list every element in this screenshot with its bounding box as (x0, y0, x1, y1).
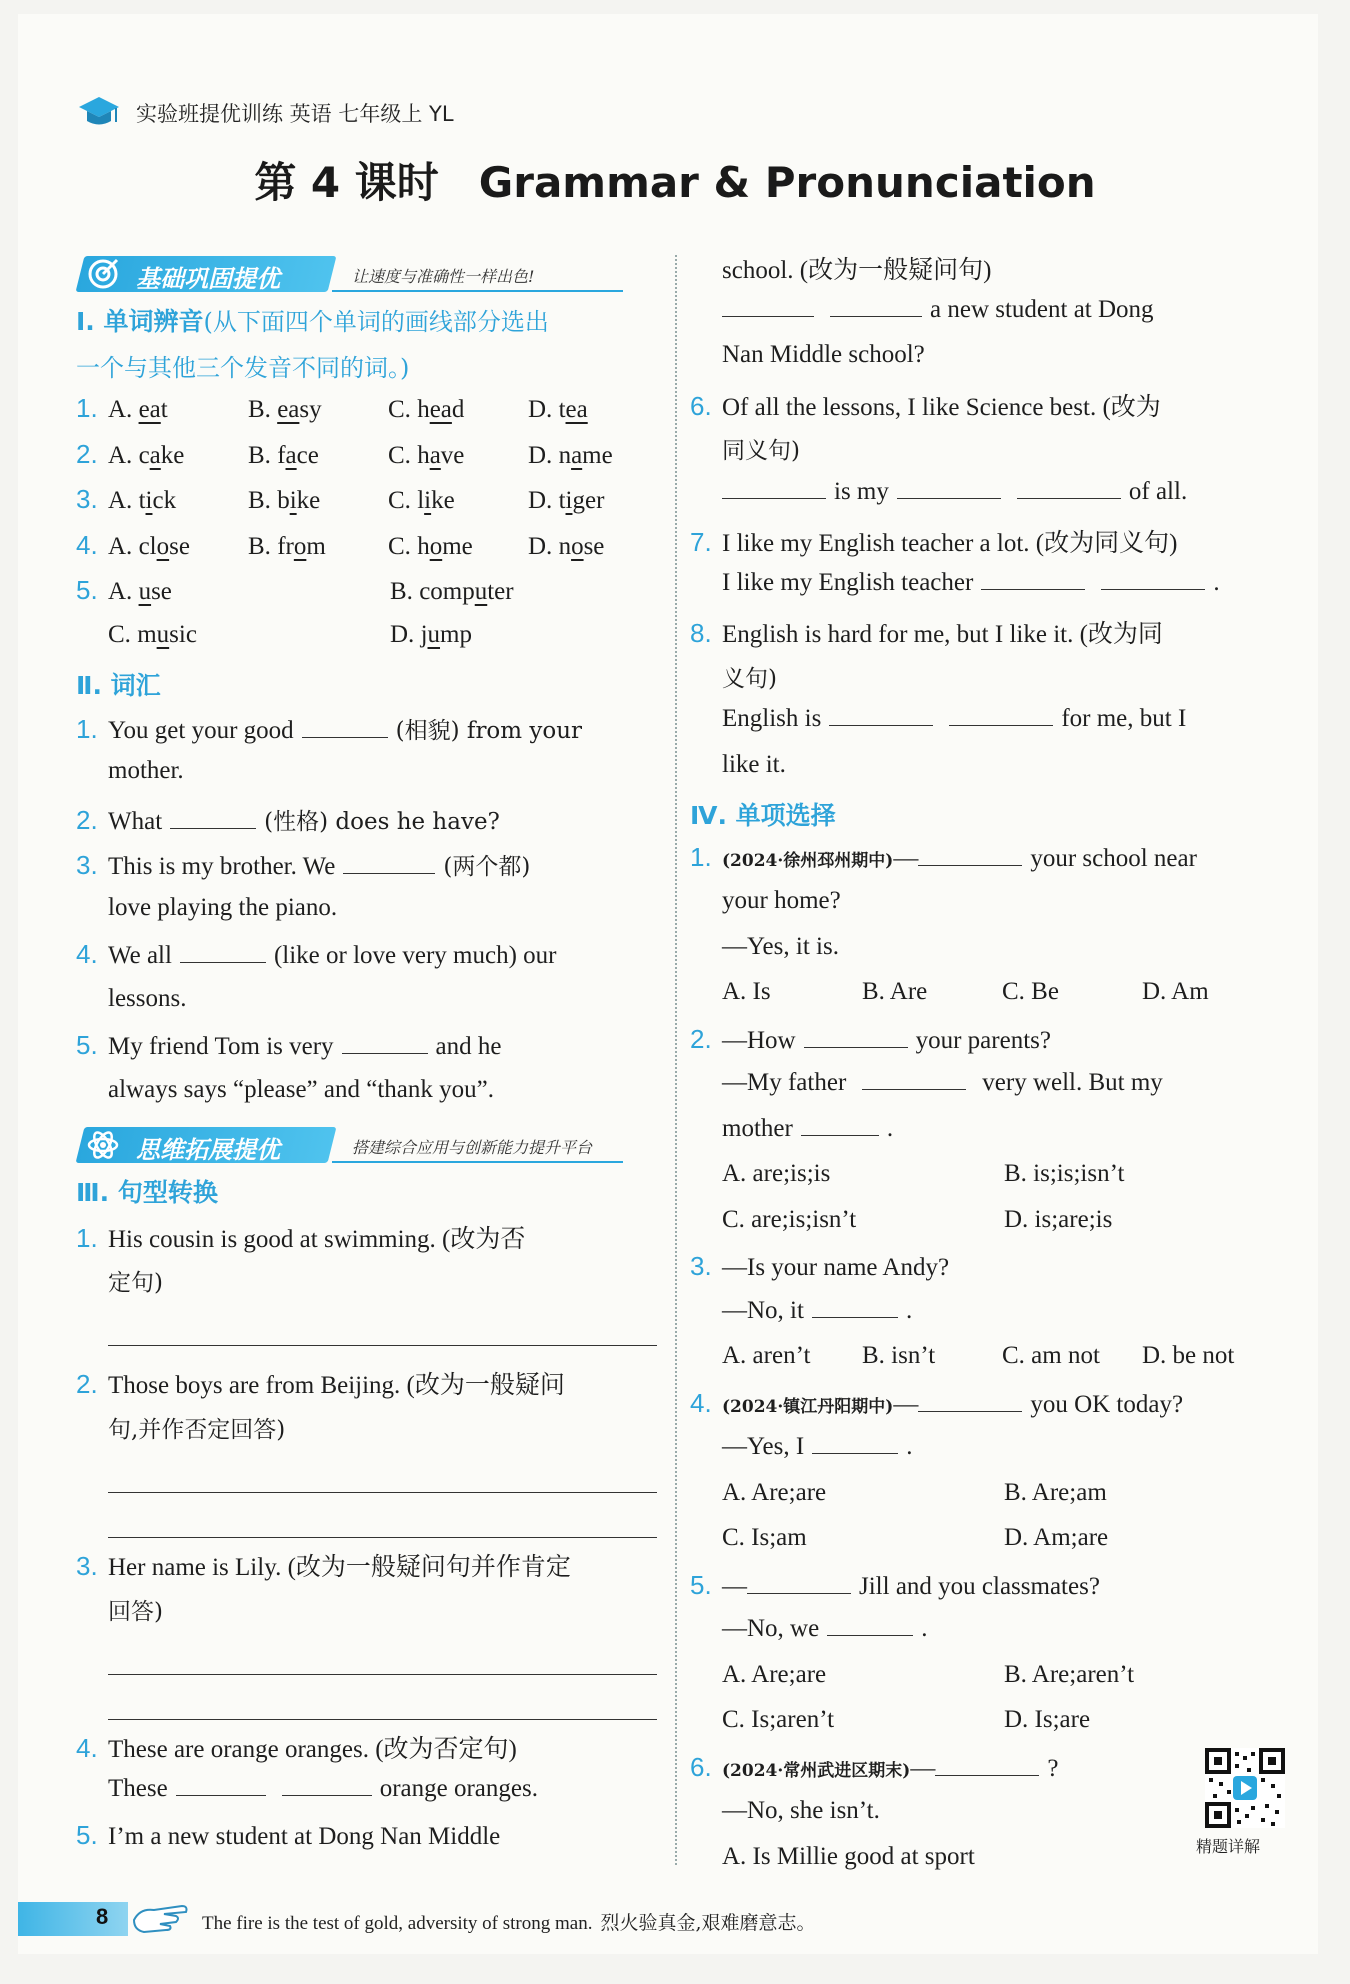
question-row: 5. My friend Tom is very and he (76, 1030, 502, 1060)
option[interactable]: B. Are;aren’t (1004, 1660, 1135, 1688)
question-row: 5. I’m a new student at Dong Nan Middle (76, 1820, 501, 1850)
question-row (76, 439, 663, 485)
option[interactable]: A. are;is;is (722, 1160, 831, 1187)
blank-field[interactable] (722, 315, 814, 317)
section-heading (76, 1173, 663, 1219)
blank-field[interactable] (812, 1316, 898, 1318)
question-row: 7. I like my English teacher a lot. (改为同义句) (690, 527, 1178, 557)
option[interactable]: C. head (388, 396, 465, 423)
option[interactable]: C. are;is;isn’t (722, 1205, 857, 1233)
options-row (690, 1160, 1282, 1206)
question-row: 3. —Is your name Andy? (690, 1251, 950, 1281)
question-row: 3. This is my brother. We (两个都) (76, 850, 531, 880)
page-title (0, 150, 1350, 210)
blank-field[interactable] (918, 1410, 1022, 1412)
options-row (690, 1524, 1282, 1570)
question-row: 6. Of all the lessons, I like Science best. (改为 (690, 390, 1161, 421)
section-banner-extend (76, 1123, 663, 1169)
option[interactable]: A. Are;are (722, 1660, 827, 1688)
question-row: 1. You get your good (相貌) from your (76, 713, 583, 744)
question-number: 5. (76, 575, 98, 605)
option[interactable]: A. Is (722, 978, 771, 1005)
question-number: 3. (76, 484, 98, 514)
blank-field[interactable] (804, 1046, 908, 1048)
option[interactable]: B. Are (862, 978, 928, 1005)
column-divider (675, 255, 677, 1865)
question-row: 8. English is hard for me, but I like it. (改为同 (690, 618, 1163, 648)
banner-label: 基础巩固提优 (136, 265, 280, 293)
option[interactable]: C. have (388, 441, 465, 469)
section-banner-basic (76, 252, 663, 298)
target-icon (86, 257, 120, 291)
options-row (690, 1843, 1282, 1889)
left-column: 基础巩固提优 让速度与准确性一样出色! Ⅰ. 单词辨音 (从下面四个单词的画线部分选出 一个与其他三个发音不同的词。) 1. A. eat B. easy C. head D. tea 2. A. cake B. face C. have D. name 3. A. tick B. bike C. like D. tiger 4. A. close B. from C. home D. nose 5. A. use B. computer C. music D. jump Ⅱ. 词汇 1. You get your good (相貌) from your mother. 2. What (性格) does he have? 3. This is my brother. We (两个都) love playing the piano. 4. We all (like or love very much) our lessons. 5. My friend Tom is very and he always says “please” and “thank you”. 思维拓展提优 搭建综合应用与创新能力提升平台 Ⅲ. 句型转换 1. His cousin is good at swimming. (改为否 定句) 2. Those boys are from Beijing. (改为一般疑问 句,并作否定回答) 3. Her name is Lily. (改为一般疑问句并作肯定 回答) 4. These are orange oranges. (改为否定句) These orange oranges. 5. I’m a new student at Dong Nan Middle (76, 250, 663, 1866)
blank-field[interactable] (827, 1634, 913, 1636)
section-title: Ⅰ. 单词辨音 (76, 307, 204, 336)
option[interactable]: A. aren’t (722, 1342, 811, 1369)
question-row: 1. His cousin is good at swimming. (改为否 (76, 1222, 526, 1253)
option[interactable]: B. face (248, 441, 319, 469)
options-row (690, 1206, 1282, 1252)
banner-label: 思维拓展提优 (136, 1136, 280, 1164)
option[interactable]: C. Be (1002, 978, 1059, 1005)
page-number: 8 (96, 1904, 109, 1929)
option[interactable]: B. bike (248, 487, 321, 514)
question-row: 5. — Jill and you classmates? (690, 1569, 1100, 1600)
option[interactable]: C. Is;aren’t (722, 1706, 835, 1733)
section-heading-cont (76, 348, 663, 394)
blank-field[interactable] (343, 872, 435, 874)
blank-field[interactable] (1101, 588, 1205, 590)
question-row: 4. We all (like or love very much) our (76, 939, 557, 969)
option[interactable]: A. Are;are (722, 1478, 827, 1506)
options-row (690, 978, 1282, 1024)
option[interactable]: A. close (108, 532, 190, 560)
footer-quote-en: The fire is the test of gold, adversity of strong man. (202, 1913, 593, 1934)
blank-field[interactable] (812, 1452, 898, 1454)
blank-field[interactable] (180, 961, 266, 963)
banner-subtitle: 搭建综合应用与创新能力提升平台 (352, 1138, 593, 1157)
option[interactable]: A. Is Millie good at sport (722, 1842, 975, 1870)
option[interactable]: D. jump (390, 620, 472, 648)
footer-quote-zh: 烈火验真金,艰难磨意志。 (600, 1912, 816, 1934)
footer-bar (18, 1902, 128, 1936)
right-column: school. (改为一般疑问句) a new student at Dong Nan Middle school? 6. Of all the lessons, I like Science best. (改为 同义句) is my of all. 7. I like my English teacher a lot. (改为同义句) I like my English teacher . 8. English is hard for me, but I like it. (改为同 义句) English is for me, but I like it. Ⅳ. 单项选择 1. (2024·徐州邳州期中) — your school near your home? —Yes, it is. A. Is B. Are C. Be D. Am 2. —How your parents? —My father very well. But my mother . A. are;is;is B. is;is;isn’t C. are;is;isn’t D. is;are;is 3. —Is your name Andy? —No, it . A. aren’t B. isn’t C. am not D. be not 4. (2024·镇江丹阳期中) — you OK today? —Yes, I . A. Are;are B. Are;am C. Is;am D. Am;are 5. — Jill and you classmates? —No, we . A. Are;are B. Are;aren’t C. Is;aren’t D. Is;are 6. (2024·常州武进区期末) — ? —No, she isn’t. A. Is Millie good at sport (690, 250, 1282, 1888)
option[interactable]: B. is;is;isn’t (1004, 1160, 1125, 1187)
answer-line[interactable] (76, 1502, 663, 1548)
blank-field[interactable] (747, 1592, 851, 1594)
option[interactable]: D. is;are;is (1004, 1205, 1113, 1233)
option[interactable]: A. use (108, 578, 172, 605)
lesson-topic: Grammar & Pronunciation (478, 158, 1096, 207)
options-row (690, 1479, 1282, 1525)
answer-line[interactable] (76, 1684, 663, 1730)
option[interactable]: A. tick (108, 487, 177, 514)
option[interactable]: D. tea (528, 396, 588, 423)
question-number: 4. (76, 529, 98, 560)
pronunciation-list (76, 393, 663, 575)
blank-field[interactable] (830, 315, 922, 317)
option[interactable]: B. Are;am (1004, 1478, 1107, 1506)
option[interactable]: C. like (388, 487, 455, 514)
blank-field[interactable] (862, 1088, 966, 1090)
answer-line[interactable] (76, 1456, 663, 1502)
question-row: 2. What (性格) does he have? (76, 804, 500, 835)
blank-field[interactable] (1017, 497, 1121, 499)
option[interactable]: B. computer (390, 578, 514, 605)
question-row (76, 530, 663, 576)
option[interactable]: C. Is;am (722, 1524, 807, 1551)
blank-field[interactable] (176, 1794, 266, 1796)
option[interactable]: D. Am (1142, 978, 1209, 1005)
blank-field[interactable] (282, 1794, 372, 1796)
option[interactable]: D. name (528, 441, 613, 469)
question-row: 4. These are orange oranges. (改为否定句) (76, 1733, 517, 1763)
footer-quote (202, 1908, 816, 1935)
lesson-number: 第 4 课时 (254, 158, 439, 207)
section-desc: (从下面四个单词的画线部分选出 (203, 308, 549, 336)
blank-field[interactable] (170, 827, 256, 829)
blank-field[interactable] (918, 864, 1022, 866)
question-row: 1. (2024·徐州邳州期中) — your school near (690, 841, 1197, 872)
qr-label: 精题详解 (1196, 1837, 1261, 1856)
answer-line[interactable] (76, 1310, 663, 1356)
question-row: 6. (2024·常州武进区期末) — ? (690, 1751, 1059, 1782)
option[interactable]: D. Am;are (1004, 1524, 1109, 1551)
question-number: 2. (76, 438, 98, 469)
option[interactable]: D. be not (1142, 1342, 1235, 1369)
blank-field[interactable] (342, 1052, 428, 1054)
option[interactable]: D. Is;are (1004, 1706, 1091, 1733)
blank-field[interactable] (829, 724, 933, 726)
blank-field[interactable] (302, 736, 388, 738)
book-header: 实验班提优训练 英语 七年级上 YL (136, 102, 454, 126)
section-heading (690, 796, 1282, 842)
question-row (76, 484, 663, 530)
question-row (76, 393, 663, 439)
option[interactable]: C. am not (1002, 1342, 1100, 1369)
blank-field[interactable] (981, 588, 1085, 590)
option[interactable]: C. home (388, 532, 473, 560)
options-row (690, 1342, 1282, 1388)
answer-line[interactable] (76, 1638, 663, 1684)
pointing-hand-icon (130, 1894, 192, 1936)
atom-icon (86, 1128, 120, 1162)
option[interactable]: B. from (248, 532, 326, 560)
option[interactable]: A. eat (108, 396, 168, 423)
question-row: 3. Her name is Lily. (改为一般疑问句并作肯定 (76, 1551, 571, 1581)
section-heading (76, 302, 663, 348)
option[interactable]: D. tiger (528, 487, 605, 514)
banner-subtitle: 让速度与准确性一样出色! (352, 267, 535, 286)
question-row: 2. Those boys are from Beijing. (改为一般疑问 (76, 1369, 565, 1399)
option[interactable]: D. nose (528, 532, 605, 560)
question-row: 2. —How your parents? (690, 1023, 1051, 1054)
blank-field[interactable] (801, 1134, 879, 1136)
section-title: Ⅱ. 词汇 (76, 671, 161, 700)
blank-field[interactable] (722, 497, 826, 499)
option[interactable]: B. easy (248, 396, 322, 423)
option[interactable]: A. cake (108, 441, 185, 469)
option[interactable]: C. music (108, 620, 197, 648)
question-row: 4. (2024·镇江丹阳期中) — you OK today? (690, 1387, 1184, 1418)
section-heading (76, 666, 663, 712)
graduation-cap-icon (78, 94, 120, 130)
section-desc: 一个与其他三个发音不同的词。) (76, 353, 410, 382)
question-row (76, 621, 663, 667)
blank-field[interactable] (935, 1774, 1039, 1776)
question-number: 1. (76, 393, 98, 423)
options-row (690, 1661, 1282, 1707)
qr-code-icon[interactable] (1205, 1748, 1285, 1828)
section-title: Ⅳ. 单项选择 (690, 801, 836, 830)
blank-field[interactable] (949, 724, 1053, 726)
options-row (690, 1706, 1282, 1752)
question-row (76, 575, 663, 621)
section-title: Ⅲ. 句型转换 (76, 1178, 218, 1207)
blank-field[interactable] (897, 497, 1001, 499)
option[interactable]: B. isn’t (862, 1342, 936, 1369)
